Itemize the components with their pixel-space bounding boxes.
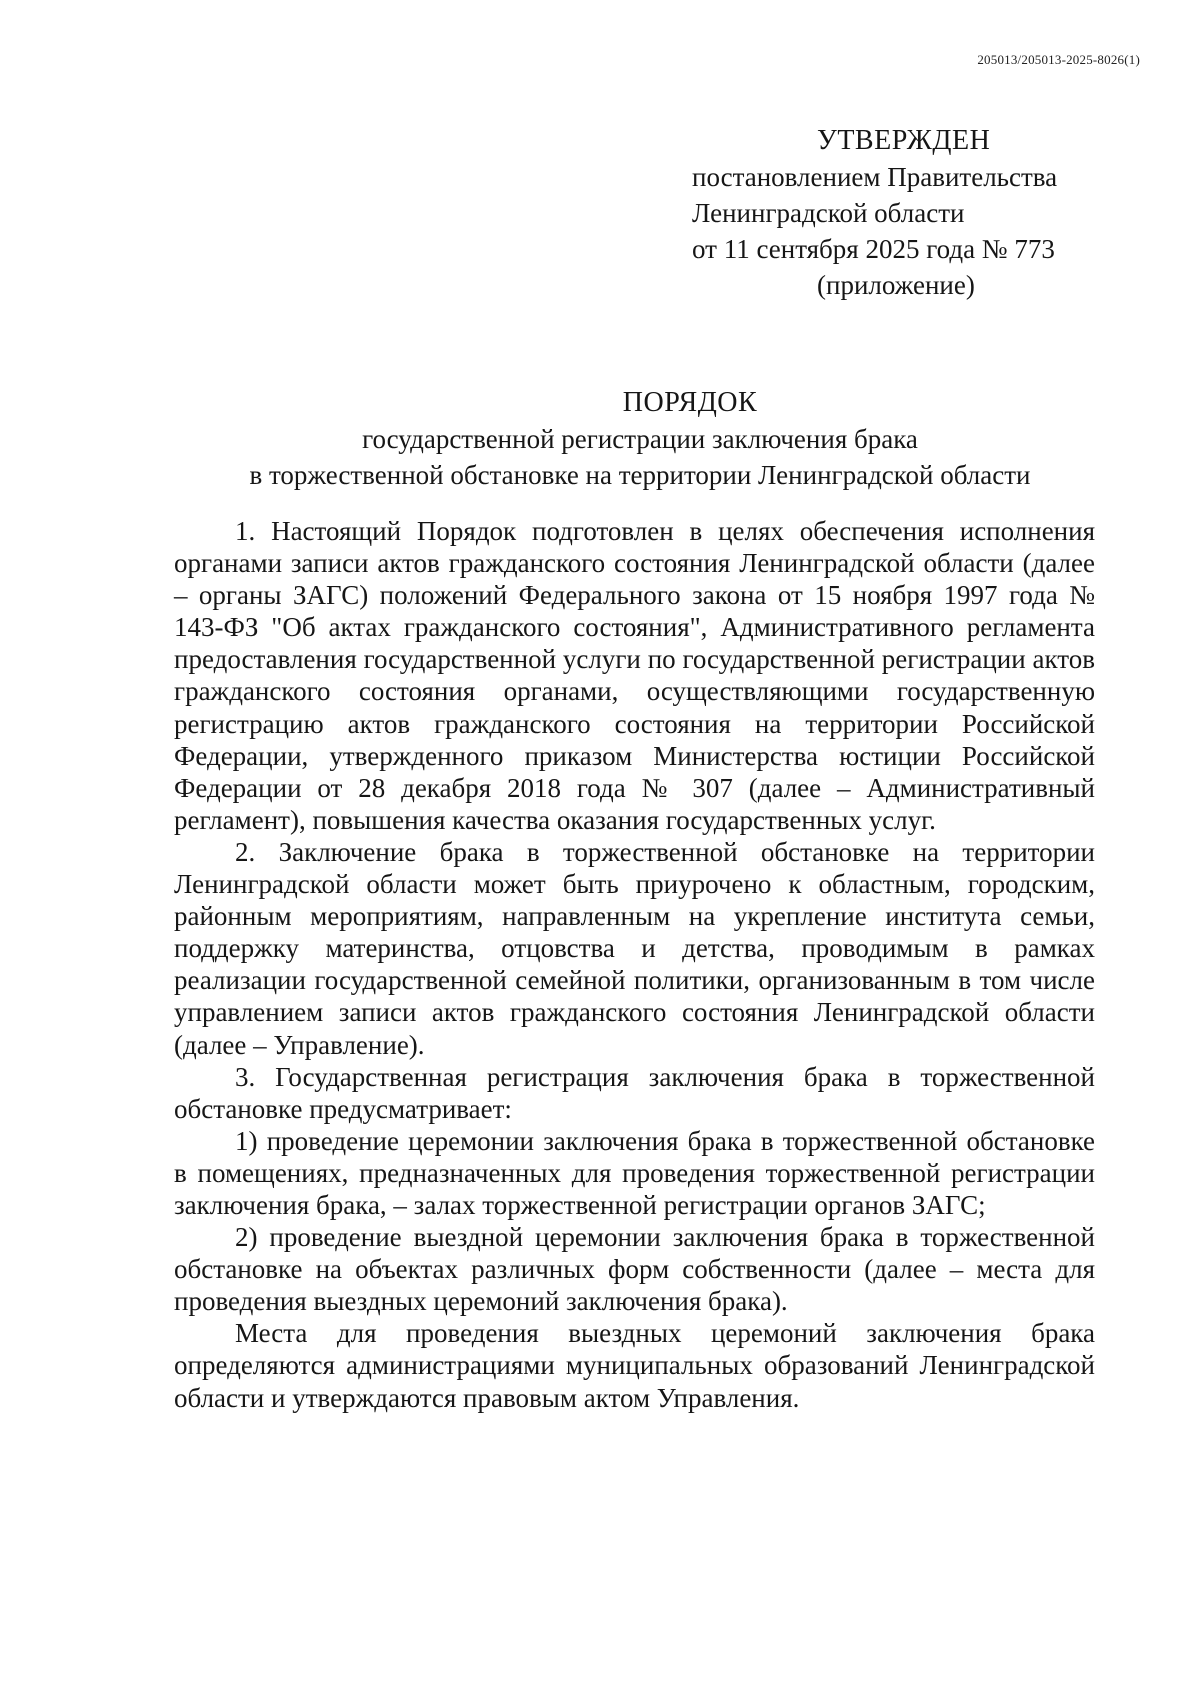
approval-line-region: Ленинградской области bbox=[692, 198, 965, 228]
paragraph-1: 1. Настоящий Порядок подготовлен в целях обеспечения исполнения органами записи актов гражданского состояния Ленинградской области (далее – органы ЗАГС) положений Федерального закона от 15 ноября 1997 года № 143-ФЗ "Об актах гражданского состояния", Административного регламента предоставления государственной услуги по государственной регистрации актов гражданского состояния органами, осуществляющими государственную регистрацию актов гражданского состояния на территории Российской Федерации, утвержденного приказом Министерства юстиции Российской Федерации от 28 декабря 2018 года № 307 (далее – Административный регламент), повышения качества оказания государственных услуг. bbox=[174, 516, 1095, 835]
approval-heading: УТВЕРЖДЕН bbox=[817, 125, 991, 156]
approval-line-appendix: (приложение) bbox=[817, 270, 975, 300]
paragraph-4: Места для проведения выездных церемоний заключения брака определяются администрациями муниципальных образований Ленинградской области и утверждаются правовым актом Управления. bbox=[174, 1318, 1095, 1413]
paragraph-3-item-2: 2) проведение выездной церемонии заключения брака в торжественной обстановке на объектах различных форм собственности (далее – места для проведения выездных церемоний заключения брака). bbox=[174, 1222, 1095, 1317]
document-body bbox=[174, 515, 1095, 1414]
document-registration-number: 205013/205013-2025-8026(1) bbox=[977, 52, 1140, 67]
approval-line-resolution: постановлением Правительства bbox=[692, 162, 1058, 192]
document-subtitle-line-2: в торжественной обстановке на территории Ленинградской области bbox=[249, 460, 1031, 490]
paragraph-2: 2. Заключение брака в торжественной обстановке на территории Ленинградской области может быть приурочено к областным, городским, районным мероприятиям, направленным на укрепление института семьи, поддержку материнства, отцовства и детства, проводимым в рамках реализации государственной семейной политики, организованным в том числе управлением записи актов гражданского состояния Ленинградской области (далее – Управление). bbox=[174, 836, 1095, 1060]
document-title-block bbox=[180, 385, 1100, 493]
approval-stamp-block bbox=[692, 123, 1112, 303]
paragraph-3: 3. Государственная регистрация заключения брака в торжественной обстановке предусматривает: bbox=[174, 1061, 1095, 1124]
approval-line-date-number: от 11 сентября 2025 года № 773 bbox=[692, 234, 1055, 264]
document-title: ПОРЯДОК bbox=[622, 387, 758, 418]
document-subtitle-line-1: государственной регистрации заключения брака bbox=[362, 424, 918, 454]
paragraph-3-item-1: 1) проведение церемонии заключения брака в торжественной обстановке в помещениях, предназначенных для проведения торжественной регистрации заключения брака, – залах торжественной регистрации органов ЗАГС; bbox=[174, 1125, 1095, 1220]
